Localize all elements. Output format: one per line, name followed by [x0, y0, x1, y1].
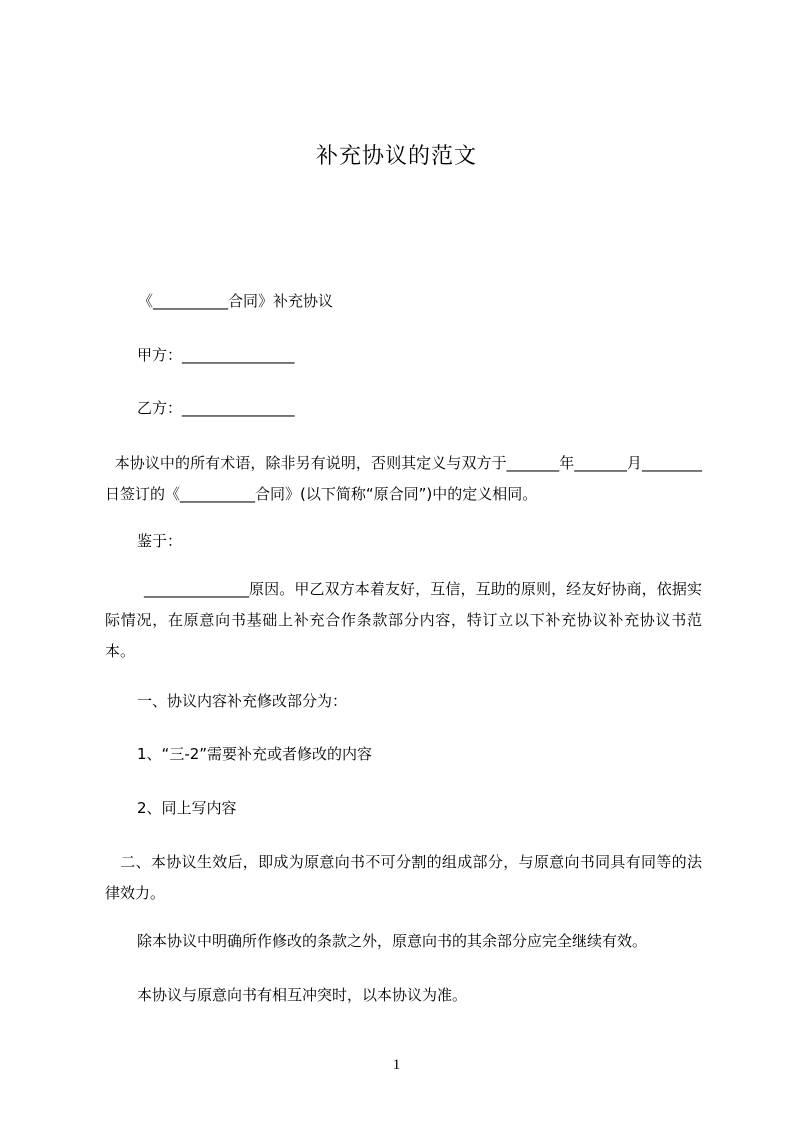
- section-one-heading: 一、协议内容补充修改部分为：: [137, 692, 348, 710]
- document-title: 补充协议的范文: [315, 144, 477, 169]
- contract-heading-line: 《__________合同》补充协议: [138, 292, 334, 310]
- definition-paragraph: 本协议中的所有术语，除非另有说明，否则其定义与双方于_______年_______月________日签订的《__________合同》(以下简称“原合同”)中的定义相同。: [105, 454, 702, 503]
- whereas-label: 鉴于：: [137, 532, 183, 550]
- party-a-line: 甲方：_______________: [137, 346, 295, 364]
- conflict-clause: 本协议与原意向书有相互冲突时，以本协议为准。: [137, 986, 468, 1004]
- party-b-line: 乙方：_______________: [137, 399, 295, 417]
- item-two: 2、同上写内容: [137, 799, 237, 817]
- page-number: 1: [392, 1057, 401, 1073]
- item-one: 1、“三-2”需要补充或者修改的内容: [137, 745, 373, 763]
- whereas-paragraph: ______________原因。甲乙双方本着友好，互信，互助的原则，经友好协商，依据实际情况，在原意向书基础上补充合作条款部分内容，特订立以下补充协议补充协议书范本。: [105, 580, 702, 660]
- section-two-paragraph: 二、本协议生效后，即成为原意向书不可分割的组成部分，与原意向书同具有同等的法律效力。: [105, 853, 702, 902]
- remaining-clause: 除本协议中明确所作修改的条款之外，原意向书的其余部分应完全继续有效。: [137, 932, 648, 950]
